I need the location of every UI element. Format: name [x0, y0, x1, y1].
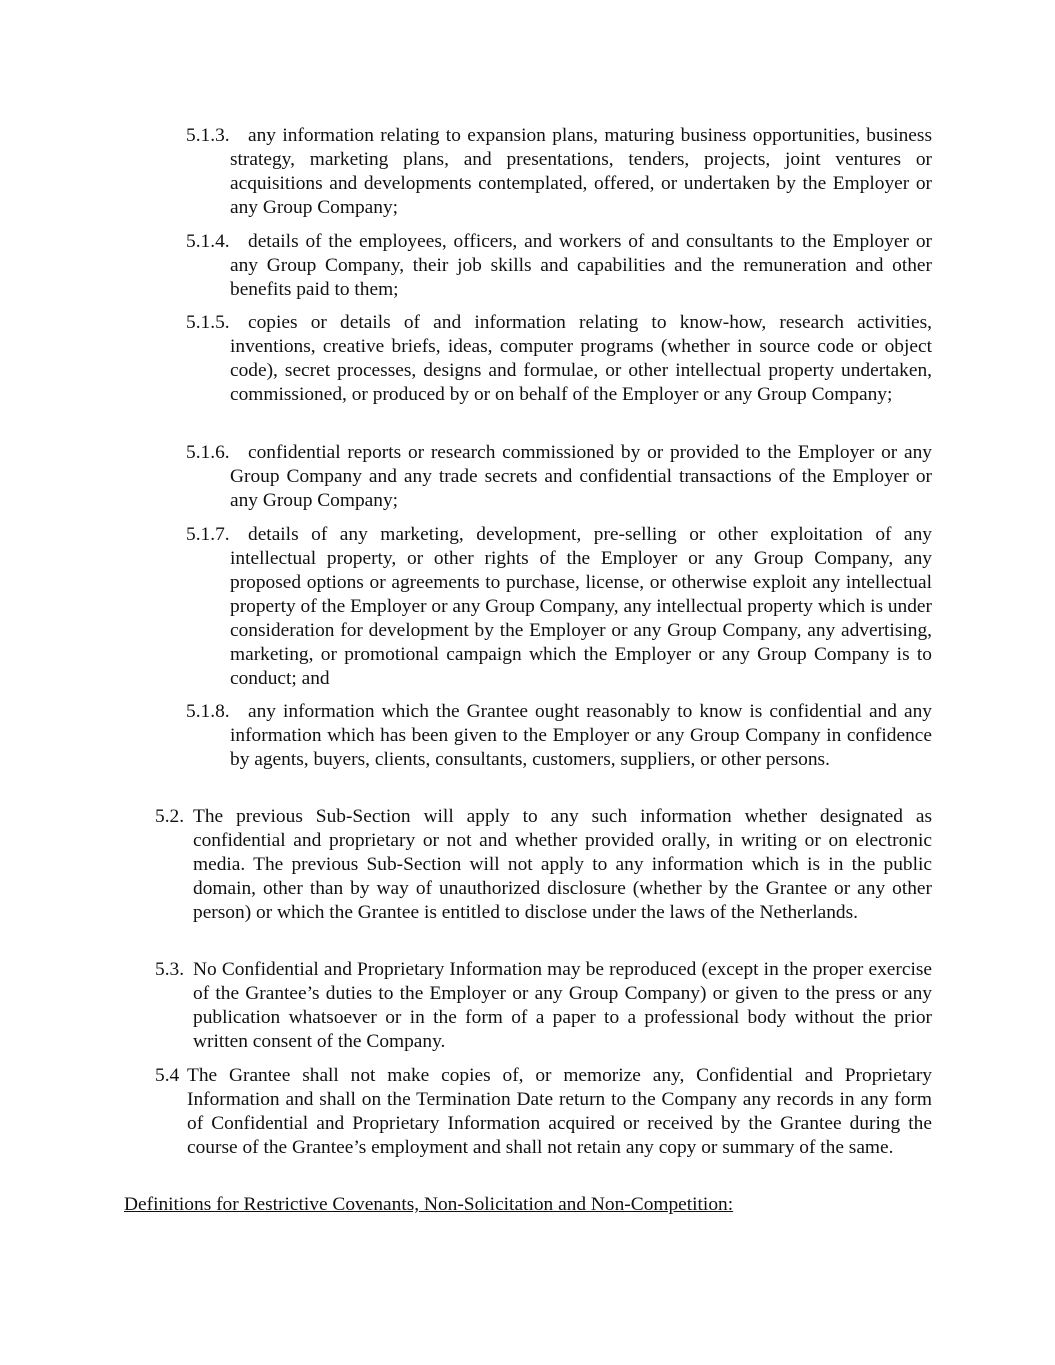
clause-5-4 [155, 1064, 932, 1160]
clause-number: 5.2. [155, 806, 185, 827]
clause-number: 5.1.8. [186, 701, 230, 722]
clause-text: No Confidential and Proprietary Information may be reproduced (except in the proper exercise of the Grantee’s duties to the Employer or any Group Company) or given to the press or any publication whatsoever or in the form of a paper to a professional body without the prior written consent of the Company. [193, 959, 932, 1052]
clause-text: any information relating to expansion plans, maturing business opportunities, business strategy, marketing plans, and presentations, tenders, projects, joint ventures or acquisitions and developments contemplated, offered, or undertaken by the Employer or any Group Company; [230, 125, 932, 218]
clause-number: 5.1.7. [186, 524, 230, 545]
clause-text: copies or details of and information relating to know-how, research activities, inventions, creative briefs, ideas, computer programs (whether in source code or object code), secret processes, designs and formulae, or other intellectual property undertaken, commissioned, or produced by or on behalf of the Employer or any Group Company; [230, 312, 932, 405]
clause-number: 5.1.4. [186, 231, 230, 252]
clause-5-1-5 [186, 311, 932, 407]
clause-5-3 [155, 958, 932, 1054]
clause-5-1-7 [186, 523, 932, 691]
clause-number: 5.1.6. [186, 442, 230, 463]
clause-number: 5.1.3. [186, 125, 230, 146]
section-heading: Definitions for Restrictive Covenants, Non-Solicitation and Non-Competition: [124, 1194, 734, 1215]
clause-5-1-8 [186, 700, 932, 772]
clause-text: details of the employees, officers, and workers of and consultants to the Employer or any Group Company, their job skills and capabilities and the remuneration and other benefits paid to them; [230, 231, 932, 300]
clause-text: details of any marketing, development, pre-selling or other exploitation of any intellectual property, or other rights of the Employer or any Group Company, any proposed options or agreements to purchase, license, or otherwise exploit any intellectual property of the Employer or any Group Company, any intellectual property which is under consideration for development by the Employer or any Group Company, any advertising, marketing, or promotional campaign which the Employer or any Group Company is to conduct; and [230, 524, 933, 689]
clause-5-1-3 [186, 124, 932, 220]
clause-5-1-4 [186, 230, 932, 302]
clause-text: The Grantee shall not make copies of, or memorize any, Confidential and Proprietary Information and shall on the Termination Date return to the Company any records in any form of Confidential and Proprietary Information acquired or received by the Grantee during the course of the Grantee’s employment and shall not retain any copy or summary of the same. [187, 1065, 932, 1158]
clause-number: 5.1.5. [186, 312, 230, 333]
clause-5-1-6 [186, 441, 932, 513]
clause-number: 5.3. [155, 959, 185, 980]
clause-text: confidential reports or research commissioned by or provided to the Employer or any Group Company and any trade secrets and confidential transactions of the Employer or any Group Company; [230, 442, 932, 511]
clause-text: The previous Sub-Section will apply to any such information whether designated as confidential and proprietary or not and whether provided orally, in writing or on electronic media. The previous Sub-Section will not apply to any information which is in the public domain, other than by way of unauthorized disclosure (whether by the Grantee or any other person) or which the Grantee is entitled to disclose under the laws of the Netherlands. [193, 806, 932, 923]
clause-5-2 [155, 805, 932, 925]
clause-text: any information which the Grantee ought reasonably to know is confidential and any information which has been given to the Employer or any Group Company in confidence by agents, buyers, clients, consultants, customers, suppliers, or other persons. [230, 701, 932, 770]
clause-number: 5.4 [155, 1065, 180, 1086]
